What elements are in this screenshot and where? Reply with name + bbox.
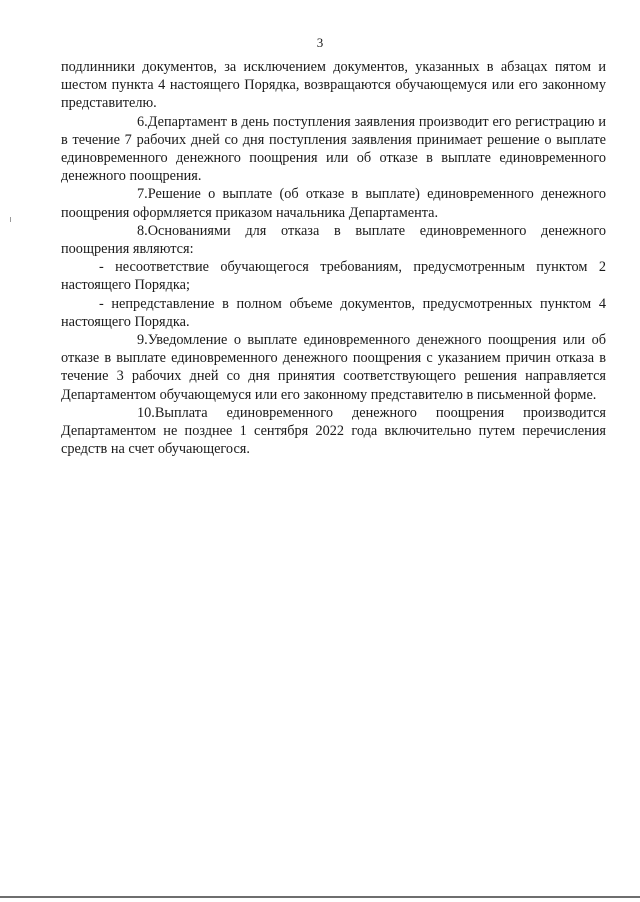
paragraph-number: 8. <box>137 222 148 239</box>
scan-artifact <box>10 217 11 222</box>
paragraph-8 <box>61 222 606 258</box>
paragraph-7 <box>61 185 606 221</box>
page-number: 3 <box>316 35 324 50</box>
paragraph-text: Решение о выплате (об отказе в выплате) единовременного денежного поощрения оформляется приказом начальника Департамента. <box>61 186 606 221</box>
list-item-text: - непредставление в полном объеме документов, предусмотренных пунктом 4 настоящего Порядка. <box>61 295 606 330</box>
paragraph-number: 6. <box>137 113 148 130</box>
paragraph-text: Уведомление о выплате единовременного денежного поощрения или об отказе в выплате единовременного денежного поощрения с указанием причин отказа в течение 3 рабочих дней со дня принятия соответствующего решения направляется Департаментом обучающемуся или его законному представителю в письменной форме. <box>61 332 606 403</box>
paragraph-number: 10. <box>137 404 155 421</box>
list-item-noncompliance <box>61 258 606 294</box>
paragraph-text: подлинники документов, за исключением документов, указанных в абзацах пятом и шестом пункта 4 настоящего Порядка, возвращаются обучающемуся или его законному представителю. <box>61 59 606 112</box>
document-body <box>61 58 606 458</box>
list-item-incomplete-documents <box>61 295 606 331</box>
list-item-text: - несоответствие обучающегося требованиям, предусмотренным пунктом 2 настоящего Порядка; <box>61 259 606 294</box>
bottom-edge-line <box>0 896 640 898</box>
paragraph-text: Департамент в день поступления заявления производит его регистрацию и в течение 7 рабочих дней со дня поступления заявления принимает решение о выплате единовременного денежного поощрения или об отказе в выплате единовременного денежного поощрения. <box>61 113 606 185</box>
paragraph-10 <box>61 404 606 459</box>
paragraph-text: Основаниями для отказа в выплате единовременного денежного поощрения являются: <box>61 222 606 258</box>
paragraph-9 <box>61 331 606 404</box>
paragraph-number: 7. <box>137 186 148 203</box>
paragraph-6 <box>61 113 606 186</box>
paragraph-continuation <box>61 58 606 113</box>
paragraph-text: Выплата единовременного денежного поощрения производится Департаментом не позднее 1 сентября 2022 года включительно путем перечисления средств на счет обучающегося. <box>61 404 606 458</box>
paragraph-number: 9. <box>137 332 148 349</box>
